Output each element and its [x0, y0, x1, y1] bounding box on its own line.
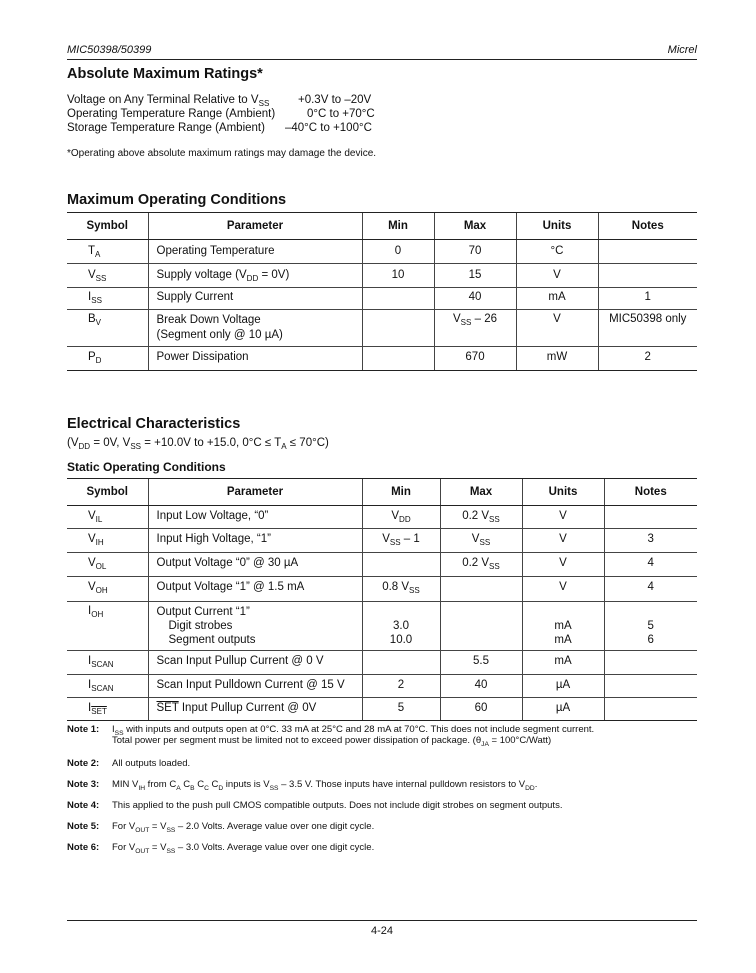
note-item: Note 4: This applied to the push pull CMOS compatible outputs. Does not include digit strobes on segment outputs. — [67, 800, 563, 811]
abs-max-row: Storage Temperature Range (Ambient) –40°C to +100°C — [67, 122, 372, 134]
col-max: Max — [440, 479, 522, 506]
table-row: $I_{OH}$ Output Current “1” Digit strobes Segment outputs 3.0 10.0 mA mA 5 6 — [67, 602, 697, 651]
elec-title: Electrical Characteristics — [67, 416, 241, 432]
table-row: $V_{IL}$ Input Low Voltage, “0” $V_{DD}$ 0.2 $V_{SS}$ V — [67, 506, 697, 529]
col-max: Max — [434, 213, 516, 240]
col-symbol: Symbol — [67, 479, 148, 506]
abs-max-footnote: *Operating above absolute maximum ratings may damage the device. — [67, 148, 377, 159]
col-min: Min — [362, 213, 434, 240]
table-row: $V_{OL}$ Output Voltage “0” @ 30 µA 0.2 $V_{SS}$ V 4 — [67, 553, 697, 577]
table-row: $V_{SS}$ Supply voltage $(V_{DD} = 0V)$ 10 15 V — [67, 264, 697, 288]
max-op-table — [67, 212, 697, 371]
table-row: $I_{SCAN}$ Scan Input Pullup Current @ 0 V 5.5 mA — [67, 651, 697, 675]
table-row: $T_A$ Operating Temperature 0 70 °C — [67, 240, 697, 264]
page-footer — [67, 920, 697, 937]
abs-max-title: Absolute Maximum Ratings* — [67, 66, 263, 82]
table-row: $I_{\overline{SET}}$ $\overline{SET}$ Input Pullup Current @ 0V 5 60 µA — [67, 698, 697, 721]
elec-conditions: ($V_{DD} = 0V$, $V_{SS} = +10.0V$ to +15.0, $0^\circ C \le T_A \le 70^\circ C$) — [67, 437, 329, 451]
note-item: Note 3: MIN $V_{IH}$ from $C_A$ $C_B$ $C_C$ $C_D$ inputs is $V_{SS} - 3.5$ V. Those inputs have internal pulldown resistors to $V_{DD}$. — [67, 779, 538, 792]
col-parameter: Parameter — [148, 213, 362, 240]
table-row: $P_D$ Power Dissipation 670 mW 2 — [67, 347, 697, 371]
table-header-row — [67, 479, 697, 506]
col-units: Units — [516, 213, 598, 240]
static-title: Static Operating Conditions — [67, 460, 226, 474]
header-brand: Micrel — [667, 44, 697, 56]
col-notes: Notes — [604, 479, 697, 506]
page-number: 4-24 — [370, 925, 394, 937]
table-row: $B_V$ Break Down Voltage (Segment only @ 10 µA) $V_{SS} - 26$ V MIC50398 only — [67, 310, 697, 347]
note-item: Note 2: All outputs loaded. — [67, 758, 191, 769]
max-op-title: Maximum Operating Conditions — [67, 192, 287, 208]
header-part-number: MIC50398/50399 — [67, 44, 152, 56]
table-row: $V_{IH}$ Input High Voltage, “1” $V_{SS} - 1$ $V_{SS}$ V 3 — [67, 529, 697, 553]
table-header-row — [67, 213, 697, 240]
notes-section — [67, 724, 707, 863]
abs-max-row: Operating Temperature Range (Ambient) 0°C to +70°C — [67, 108, 375, 120]
col-units: Units — [522, 479, 604, 506]
note-item: Note 1: $I_{SS}$ with inputs and outputs open at 0°C. 33 mA at 25°C and 28 mA at 70°C. This does not include segment current. Total power per segment must be limited not to exceed power dissipation of package. ($\theta_{JA}$ = 100°C/Watt) — [67, 724, 595, 748]
abs-max-row: Voltage on Any Terminal Relative to $V_{SS}$ +0.3V to –20V — [67, 94, 372, 108]
col-parameter: Parameter — [148, 479, 362, 506]
col-min: Min — [362, 479, 440, 506]
col-symbol: Symbol — [67, 213, 148, 240]
table-row: $I_{SCAN}$ Scan Input Pulldown Current @ 15 V 2 40 µA — [67, 675, 697, 698]
table-row: $I_{SS}$ Supply Current 40 mA 1 — [67, 288, 697, 310]
note-item: Note 6: For $V_{OUT} = V_{SS} - 3.0$ Volts. Average value over one digit cycle. — [67, 842, 375, 855]
page-header — [67, 44, 697, 60]
note-item: Note 5: For $V_{OUT} = V_{SS} - 2.0$ Volts. Average value over one digit cycle. — [67, 821, 375, 834]
elec-table — [67, 478, 697, 721]
table-row: $V_{OH}$ Output Voltage “1” @ 1.5 mA 0.8 $V_{SS}$ V 4 — [67, 577, 697, 602]
col-notes: Notes — [598, 213, 697, 240]
